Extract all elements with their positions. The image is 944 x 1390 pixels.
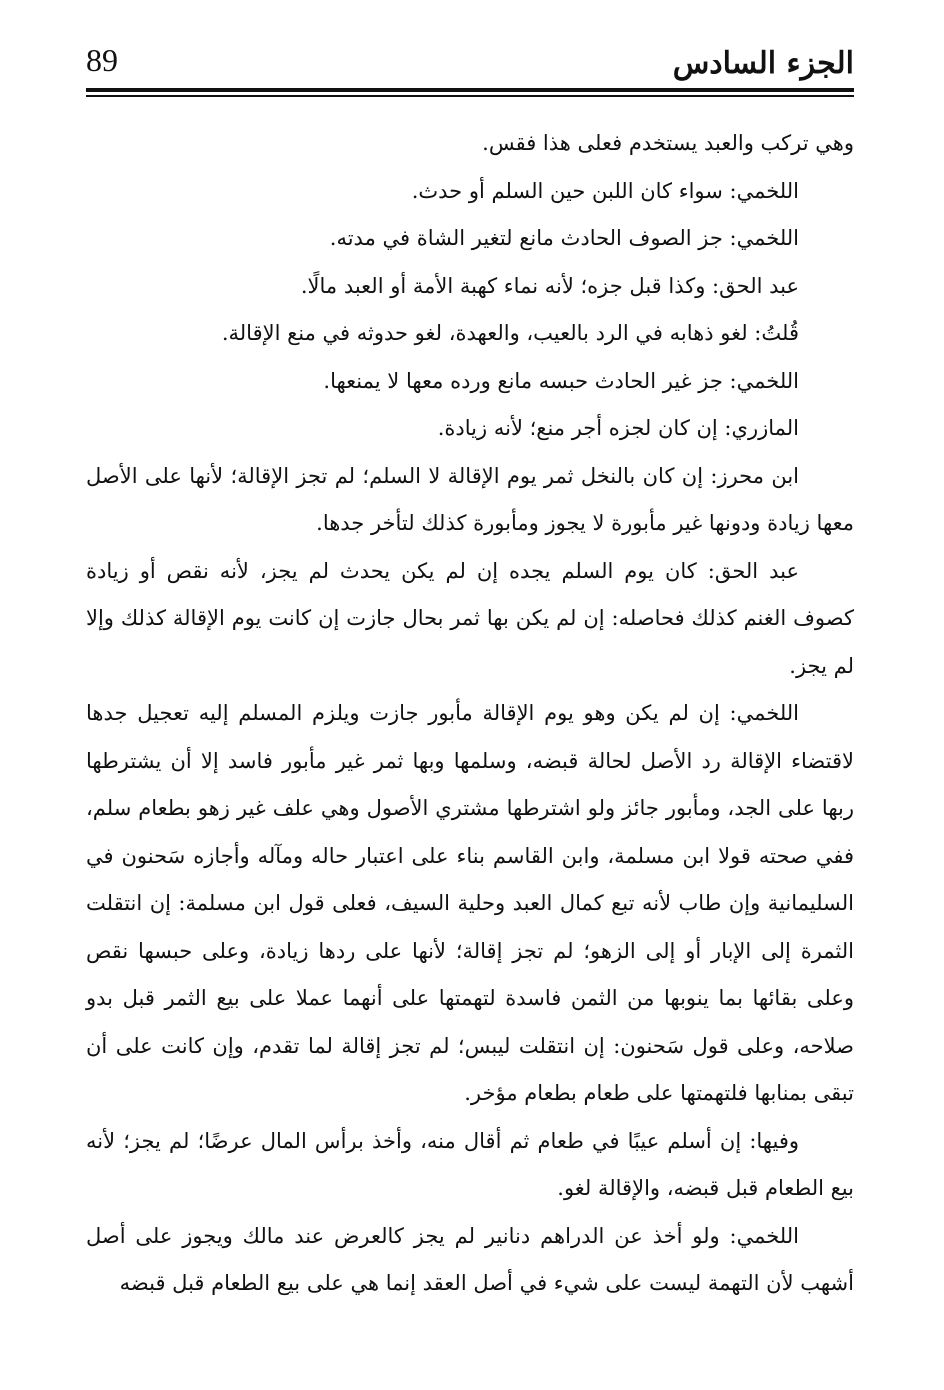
body-text	[86, 120, 854, 1308]
paragraph: وفيها: إن أسلم عيبًا في طعام ثم أقال منه، وأخذ برأس المال عرضًا؛ لم يجز؛ لأنه بيع الطعام قبل قبضه، والإقالة لغو.	[86, 1128, 854, 1200]
paragraph: اللخمي: سواء كان اللبن حين السلم أو حدث.	[411, 178, 799, 203]
page-header	[86, 38, 854, 92]
paragraph: اللخمي: جز الصوف الحادث مانع لتغير الشاة في مدته.	[329, 226, 799, 250]
page-number: 89	[86, 42, 118, 78]
header-rule-thin	[86, 95, 854, 97]
paragraph: قُلتُ: لغو ذهابه في الرد بالعيب، والعهدة، لغو حدوثه في منع الإقالة.	[221, 321, 799, 345]
paragraph: ابن محرز: إن كان بالنخل ثمر يوم الإقالة لا السلم؛ لم تجز الإقالة؛ لأنها على الأصل معها زيادة ودونها غير مأبورة لا يجوز ومأبورة كذلك لتأخر جدها.	[86, 463, 854, 535]
paragraph: اللخمي: ولو أخذ عن الدراهم دنانير لم يجز كالعرض عند مالك ويجوز على أصل أشهب لأن التهمة ليست على شيء في أصل العقد إنما هي على بيع الطعام قبل قبضه	[86, 1223, 854, 1295]
paragraph: عبد الحق: كان يوم السلم يجده إن لم يكن يحدث لم يجز، لأنه نقص أو زيادة كصوف الغنم كذلك فحاصله: إن لم يكن بها ثمر بحال جازت إن كانت يوم الإقالة كذلك وإلا لم يجز.	[86, 558, 854, 678]
paragraph: اللخمي: جز غير الحادث حبسه مانع ورده معها لا يمنعها.	[323, 368, 799, 393]
paragraph: اللخمي: إن لم يكن وهو يوم الإقالة مأبور جازت ويلزم المسلم إليه تعجيل جدها لاقتضاء الإقالة رد الأصل لحالة قبضه، وسلمها وبها ثمر غير مأبور فاسد إلا أن يشترطها ربها على الجد، ومأبور جائز ولو اشترطها مشتري الأصول وهي علف غير زهو بطعام سلم، ففي صحته قولا ابن مسلمة، وابن القاسم بناء على اعتبار حاله ومآله وأجازه سَحنون في السليمانية وإن طاب لأنه تبع كمال العبد وحلية السيف، فعلى قول ابن مسلمة: إن انتقلت الثمرة إلى الإبار أو إلى الزهو؛ لم تجز إقالة؛ لأنها على ردها زيادة، وعلى حبسها نقص وعلى بقائها بما ينوبها من الثمن فاسدة لتهمتها على أنهما عملا على بيع الثمر قبل بدو صلاحه، وعلى قول سَحنون: إن انتقلت ليبس؛ لم تجز إقالة لما تقدم، وإن كانت على أن تبقى بمنابها فلتهمتها على طعام بطعام مؤخر.	[86, 701, 854, 1105]
paragraph: عبد الحق: وكذا قبل جزه؛ لأنه نماء كهبة الأمة أو العبد مالًا.	[300, 273, 799, 298]
header-rule-thick	[86, 88, 854, 92]
paragraph: وهي تركب والعبد يستخدم فعلى هذا فقس.	[482, 131, 854, 155]
paragraph: المازري: إن كان لجزه أجر منع؛ لأنه زيادة.	[437, 416, 799, 440]
running-title: الجزء السادس	[672, 46, 854, 81]
